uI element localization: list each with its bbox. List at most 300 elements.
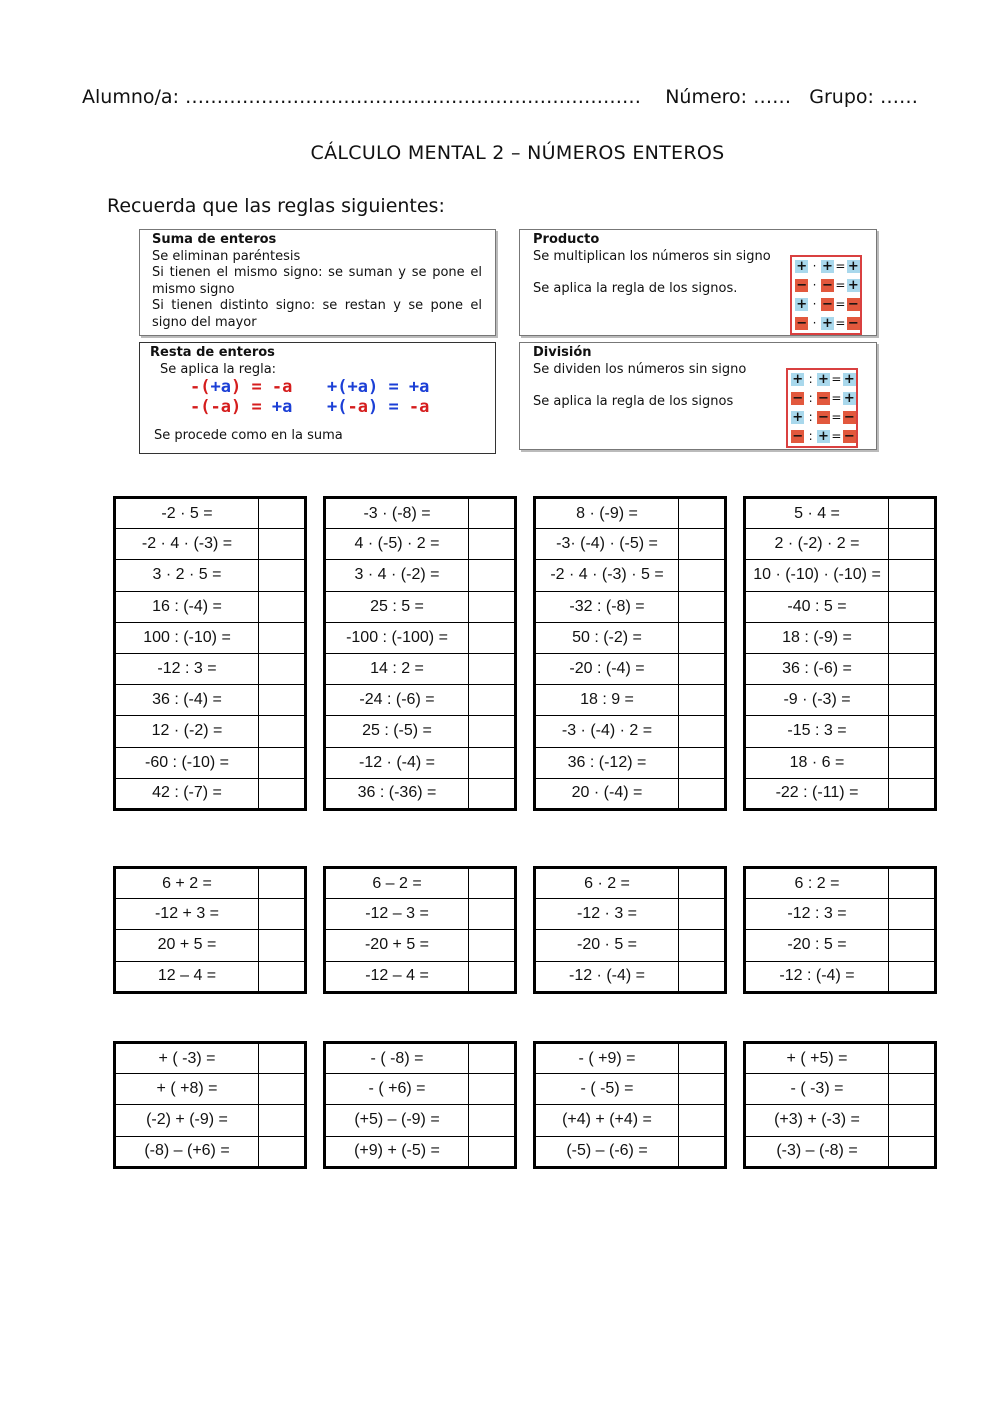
exercise-question: 36 : (-6) =: [745, 653, 889, 684]
exercise-question: 100 : (-10) =: [115, 622, 259, 653]
exercise-question: - ( -3) =: [745, 1074, 889, 1105]
exercise-question: -3· (-4) · (-5) =: [535, 529, 679, 560]
answer-cell[interactable]: [469, 716, 516, 747]
table-row: [325, 1136, 516, 1167]
answer-cell[interactable]: [679, 1136, 726, 1167]
answer-cell[interactable]: [259, 591, 306, 622]
sign-cell: +: [796, 259, 808, 274]
answer-cell[interactable]: [469, 899, 516, 930]
answer-cell[interactable]: [889, 961, 936, 992]
exercise-question: + ( +5) =: [745, 1043, 889, 1074]
exercise-question: -12 · (-4) =: [535, 961, 679, 992]
table-row: [745, 868, 936, 899]
answer-cell[interactable]: [679, 498, 726, 529]
table-row: [325, 1043, 516, 1074]
group-label: Grupo:: [809, 86, 874, 108]
exercise-question: 3 · 2 · 5 =: [115, 560, 259, 591]
student-name-field[interactable]: ………………………………………………………………: [185, 86, 642, 108]
exercise-question: 6 + 2 =: [115, 868, 259, 899]
answer-cell[interactable]: [469, 622, 516, 653]
sign-cell: −: [818, 391, 829, 406]
table-row: [115, 622, 306, 653]
answer-cell[interactable]: [469, 1074, 516, 1105]
sign-cell: −: [847, 297, 859, 312]
table-row: [325, 778, 516, 809]
table-row: [745, 1043, 936, 1074]
sign-cell: +: [818, 372, 829, 387]
answer-cell[interactable]: [259, 1043, 306, 1074]
rule-box-suma: [139, 229, 496, 336]
answer-cell[interactable]: [889, 622, 936, 653]
answer-cell[interactable]: [469, 1136, 516, 1167]
answer-cell[interactable]: [889, 560, 936, 591]
answer-cell[interactable]: [259, 930, 306, 961]
answer-cell[interactable]: [469, 653, 516, 684]
sign-cell: −: [822, 278, 833, 293]
sign-cell: +: [847, 278, 859, 293]
rule-line: Si tienen distinto signo: se restan y se pone el: [152, 298, 482, 313]
rule-formula-row-1: -(+a) = -a: [190, 377, 293, 397]
rule-line: Se aplica la regla de los signos: [533, 394, 734, 409]
sign-cell: +: [843, 391, 855, 406]
intro-text: Recuerda que las reglas siguientes:: [107, 195, 445, 217]
exercise-question: -20 · 5 =: [535, 930, 679, 961]
answer-cell[interactable]: [679, 961, 726, 992]
student-label: Alumno/a:: [82, 86, 179, 108]
table-row: [115, 560, 306, 591]
answer-cell[interactable]: [679, 591, 726, 622]
rule-line: Se eliminan paréntesis: [152, 248, 301, 264]
table-row: [535, 498, 726, 529]
rule-formula-row-1b: +(+a) = +a: [327, 377, 430, 397]
sign-cell: +: [796, 297, 808, 312]
table-row: [325, 868, 516, 899]
table-row: [745, 591, 936, 622]
exercise-question: 12 · (-2) =: [115, 716, 259, 747]
sign-rule-row: [788, 370, 856, 389]
table-row: [115, 868, 306, 899]
sign-cell: +: [822, 316, 833, 331]
table-row: [535, 930, 726, 961]
operator-cell: =: [835, 278, 846, 292]
rule-title-resta: Resta de enteros: [150, 345, 275, 360]
table-row: [325, 716, 516, 747]
exercise-question: (+4) + (+4) =: [535, 1105, 679, 1136]
exercise-question: -12 : (-4) =: [745, 961, 889, 992]
answer-cell[interactable]: [469, 498, 516, 529]
answer-cell[interactable]: [679, 868, 726, 899]
sign-rule-row: [788, 427, 856, 446]
answer-cell[interactable]: [259, 868, 306, 899]
exercise-question: 4 · (-5) · 2 =: [325, 529, 469, 560]
table-row: [745, 961, 936, 992]
table-row: [325, 591, 516, 622]
exercise-question: -9 · (-3) =: [745, 685, 889, 716]
answer-cell[interactable]: [889, 1136, 936, 1167]
rule-line-resta-end: Se procede como en la suma: [154, 428, 343, 443]
table-row: [535, 747, 726, 778]
table-row: [745, 529, 936, 560]
answer-cell[interactable]: [679, 622, 726, 653]
exercise-question: 12 – 4 =: [115, 961, 259, 992]
exercise-question: -12 : 3 =: [745, 899, 889, 930]
answer-cell[interactable]: [889, 868, 936, 899]
rule-line: Se dividen los números sin signo: [533, 361, 747, 377]
answer-cell[interactable]: [259, 498, 306, 529]
number-field[interactable]: ……: [753, 86, 792, 108]
operator-cell: :: [808, 372, 813, 386]
exercise-question: -2 · 4 · (-3) · 5 =: [535, 560, 679, 591]
exercise-question: 20 + 5 =: [115, 930, 259, 961]
table-row: [115, 716, 306, 747]
exercise-question: -100 : (-100) =: [325, 622, 469, 653]
sign-cell: +: [822, 259, 833, 274]
answer-cell[interactable]: [889, 1074, 936, 1105]
sign-cell: +: [792, 372, 804, 387]
answer-cell[interactable]: [469, 1043, 516, 1074]
exercise-question: -12 · 3 =: [535, 899, 679, 930]
table-row: [325, 899, 516, 930]
answer-cell[interactable]: [259, 899, 306, 930]
answer-cell[interactable]: [889, 899, 936, 930]
sign-cell: −: [796, 278, 808, 293]
exercise-question: 6 · 2 =: [535, 868, 679, 899]
exercise-question: 50 : (-2) =: [535, 622, 679, 653]
exercise-table-block3-col4: [743, 1041, 937, 1169]
exercise-question: (+3) + (-3) =: [745, 1105, 889, 1136]
answer-cell[interactable]: [889, 529, 936, 560]
division-sign-table: [786, 368, 858, 448]
table-row: [535, 560, 726, 591]
table-row: [745, 498, 936, 529]
table-row: [115, 685, 306, 716]
exercise-question: -20 : (-4) =: [535, 653, 679, 684]
table-row: [745, 622, 936, 653]
exercise-question: + ( +8) =: [115, 1074, 259, 1105]
exercise-question: -3 · (-8) =: [325, 498, 469, 529]
answer-cell[interactable]: [259, 716, 306, 747]
sign-cell: −: [792, 391, 804, 406]
answer-cell[interactable]: [259, 560, 306, 591]
rule-line: mismo signo: [152, 281, 235, 297]
exercise-question: 16 : (-4) =: [115, 591, 259, 622]
product-sign-table: [790, 255, 862, 335]
table-row: [535, 685, 726, 716]
answer-cell[interactable]: [259, 685, 306, 716]
exercise-question: 18 : (-9) =: [745, 622, 889, 653]
rule-formula-row-2b: +(-a) = -a: [327, 397, 430, 417]
answer-cell[interactable]: [469, 747, 516, 778]
table-row: [745, 747, 936, 778]
table-row: [745, 560, 936, 591]
exercise-table-block1-col4: [743, 496, 937, 811]
rule-line: Si tienen el mismo signo: se suman y se pone el: [152, 265, 482, 280]
table-row: [115, 1043, 306, 1074]
group-field[interactable]: ……: [879, 86, 918, 108]
answer-cell[interactable]: [679, 653, 726, 684]
answer-cell[interactable]: [469, 961, 516, 992]
student-header: [0, 86, 1000, 108]
rule-line: Se multiplican los números sin signo: [533, 248, 771, 264]
answer-cell[interactable]: [259, 778, 306, 809]
table-row: [115, 961, 306, 992]
exercise-question: 18 : 9 =: [535, 685, 679, 716]
exercise-table-block2-col1: [113, 866, 307, 994]
answer-cell[interactable]: [679, 930, 726, 961]
exercise-question: 2 · (-2) · 2 =: [745, 529, 889, 560]
answer-cell[interactable]: [889, 1043, 936, 1074]
answer-cell[interactable]: [259, 1074, 306, 1105]
sign-rule-row: [792, 314, 860, 333]
exercise-question: -3 · (-4) · 2 =: [535, 716, 679, 747]
exercise-question: - ( -8) =: [325, 1043, 469, 1074]
answer-cell[interactable]: [889, 1105, 936, 1136]
sign-cell: +: [792, 410, 804, 425]
rule-title-producto: Producto: [533, 232, 600, 247]
sign-rule-row: [788, 408, 856, 427]
exercise-question: -12 · (-4) =: [325, 747, 469, 778]
sign-cell: −: [843, 410, 855, 425]
sign-cell: −: [792, 429, 804, 444]
operator-cell: ·: [812, 316, 817, 330]
table-row: [745, 899, 936, 930]
answer-cell[interactable]: [679, 747, 726, 778]
answer-cell[interactable]: [259, 529, 306, 560]
table-row: [325, 560, 516, 591]
table-row: [535, 961, 726, 992]
exercise-question: - ( -5) =: [535, 1074, 679, 1105]
exercise-question: 18 · 6 =: [745, 747, 889, 778]
exercise-table-block2-col3: [533, 866, 727, 994]
exercise-question: (+5) – (-9) =: [325, 1105, 469, 1136]
table-row: [115, 1105, 306, 1136]
exercise-question: 5 · 4 =: [745, 498, 889, 529]
table-row: [745, 778, 936, 809]
table-row: [325, 961, 516, 992]
operator-cell: =: [831, 372, 842, 386]
answer-cell[interactable]: [889, 498, 936, 529]
table-row: [535, 868, 726, 899]
exercise-question: 36 : (-36) =: [325, 778, 469, 809]
table-row: [535, 1136, 726, 1167]
answer-cell[interactable]: [889, 685, 936, 716]
operator-cell: :: [808, 410, 813, 424]
operator-cell: =: [831, 410, 842, 424]
table-row: [535, 716, 726, 747]
exercise-question: 6 – 2 =: [325, 868, 469, 899]
table-row: [745, 1136, 936, 1167]
exercise-table-block3-col1: [113, 1041, 307, 1169]
table-row: [535, 653, 726, 684]
exercise-question: 20 · (-4) =: [535, 778, 679, 809]
sign-cell: −: [822, 297, 833, 312]
table-row: [535, 1105, 726, 1136]
exercise-question: (-8) – (+6) =: [115, 1136, 259, 1167]
exercise-question: -32 : (-8) =: [535, 591, 679, 622]
answer-cell[interactable]: [469, 529, 516, 560]
exercise-question: -12 : 3 =: [115, 653, 259, 684]
table-row: [535, 899, 726, 930]
exercise-question: (-5) – (-6) =: [535, 1136, 679, 1167]
table-row: [325, 653, 516, 684]
answer-cell[interactable]: [889, 778, 936, 809]
sign-rule-row: [792, 276, 860, 295]
operator-cell: =: [831, 391, 842, 405]
exercise-question: 6 : 2 =: [745, 868, 889, 899]
rule-title-division: División: [533, 345, 592, 360]
rule-line: signo del mayor: [152, 314, 257, 330]
operator-cell: =: [835, 259, 846, 273]
table-row: [535, 529, 726, 560]
answer-cell[interactable]: [679, 685, 726, 716]
exercise-question: 10 · (-10) · (-10) =: [745, 560, 889, 591]
exercise-question: - ( +6) =: [325, 1074, 469, 1105]
table-row: [325, 685, 516, 716]
exercise-question: 3 · 4 · (-2) =: [325, 560, 469, 591]
rule-line: Se aplica la regla:: [160, 361, 277, 377]
table-row: [535, 1043, 726, 1074]
operator-cell: :: [808, 429, 813, 443]
answer-cell[interactable]: [679, 1074, 726, 1105]
answer-cell[interactable]: [889, 653, 936, 684]
operator-cell: ·: [812, 297, 817, 311]
table-row: [325, 622, 516, 653]
exercise-question: - ( +9) =: [535, 1043, 679, 1074]
exercise-question: -15 : 3 =: [745, 716, 889, 747]
rule-formula-row-2: -(-a) = +a: [190, 397, 293, 417]
table-row: [745, 930, 936, 961]
table-row: [115, 899, 306, 930]
exercise-question: (-3) – (-8) =: [745, 1136, 889, 1167]
exercise-table-block3-col3: [533, 1041, 727, 1169]
exercise-question: (-2) + (-9) =: [115, 1105, 259, 1136]
rule-title-suma: Suma de enteros: [152, 232, 277, 247]
answer-cell[interactable]: [679, 778, 726, 809]
table-row: [325, 1105, 516, 1136]
answer-cell[interactable]: [469, 1105, 516, 1136]
answer-cell[interactable]: [679, 716, 726, 747]
exercise-question: + ( -3) =: [115, 1043, 259, 1074]
sign-cell: −: [818, 410, 829, 425]
sign-cell: −: [847, 316, 859, 331]
table-row: [745, 716, 936, 747]
exercise-table-block3-col2: [323, 1041, 517, 1169]
exercise-table-block1-col3: [533, 496, 727, 811]
exercise-question: -20 + 5 =: [325, 930, 469, 961]
table-row: [535, 778, 726, 809]
exercise-question: -2 · 4 · (-3) =: [115, 529, 259, 560]
exercise-question: 36 : (-12) =: [535, 747, 679, 778]
exercise-question: -24 : (-6) =: [325, 685, 469, 716]
exercise-question: 14 : 2 =: [325, 653, 469, 684]
table-row: [535, 591, 726, 622]
answer-cell[interactable]: [469, 591, 516, 622]
table-row: [115, 747, 306, 778]
table-row: [325, 1074, 516, 1105]
table-row: [115, 498, 306, 529]
exercise-question: -20 : 5 =: [745, 930, 889, 961]
answer-cell[interactable]: [259, 747, 306, 778]
answer-cell[interactable]: [469, 868, 516, 899]
answer-cell[interactable]: [889, 591, 936, 622]
operator-cell: =: [831, 429, 842, 443]
exercise-question: 25 : 5 =: [325, 591, 469, 622]
table-row: [115, 778, 306, 809]
exercise-question: -60 : (-10) =: [115, 747, 259, 778]
answer-cell[interactable]: [259, 1136, 306, 1167]
exercise-question: 25 : (-5) =: [325, 716, 469, 747]
exercise-question: -12 – 3 =: [325, 899, 469, 930]
operator-cell: =: [835, 297, 846, 311]
exercise-question: (+9) + (-5) =: [325, 1136, 469, 1167]
table-row: [745, 653, 936, 684]
table-row: [115, 591, 306, 622]
operator-cell: ·: [812, 278, 817, 292]
exercise-question: 8 · (-9) =: [535, 498, 679, 529]
table-row: [325, 747, 516, 778]
answer-cell[interactable]: [259, 622, 306, 653]
sign-cell: +: [843, 372, 855, 387]
table-row: [535, 622, 726, 653]
table-row: [745, 1105, 936, 1136]
table-row: [745, 1074, 936, 1105]
table-row: [115, 529, 306, 560]
sign-rule-row: [792, 257, 860, 276]
answer-cell[interactable]: [889, 716, 936, 747]
table-row: [115, 1136, 306, 1167]
table-row: [325, 498, 516, 529]
operator-cell: ·: [812, 259, 817, 273]
sign-rule-row: [788, 389, 856, 408]
exercise-question: -40 : 5 =: [745, 591, 889, 622]
sign-cell: −: [796, 316, 808, 331]
exercise-question: -12 – 4 =: [325, 961, 469, 992]
rule-line: Se aplica la regla de los signos.: [533, 281, 738, 296]
answer-cell[interactable]: [679, 899, 726, 930]
sign-cell: +: [818, 429, 829, 444]
answer-cell[interactable]: [679, 560, 726, 591]
answer-cell[interactable]: [469, 778, 516, 809]
answer-cell[interactable]: [259, 1105, 306, 1136]
answer-cell[interactable]: [259, 653, 306, 684]
exercise-question: -2 · 5 =: [115, 498, 259, 529]
operator-cell: =: [835, 316, 846, 330]
answer-cell[interactable]: [889, 930, 936, 961]
sign-cell: −: [843, 429, 855, 444]
answer-cell[interactable]: [259, 961, 306, 992]
exercise-question: 36 : (-4) =: [115, 685, 259, 716]
table-row: [115, 653, 306, 684]
answer-cell[interactable]: [889, 747, 936, 778]
answer-cell[interactable]: [679, 1105, 726, 1136]
exercise-table-block1-col1: [113, 496, 307, 811]
exercise-table-block2-col4: [743, 866, 937, 994]
sign-rule-row: [792, 295, 860, 314]
number-label: Número:: [665, 86, 748, 108]
exercise-question: -22 : (-11) =: [745, 778, 889, 809]
sign-cell: +: [847, 259, 859, 274]
exercise-question: 42 : (-7) =: [115, 778, 259, 809]
table-row: [535, 1074, 726, 1105]
table-row: [745, 685, 936, 716]
answer-cell[interactable]: [679, 1043, 726, 1074]
exercise-question: -12 + 3 =: [115, 899, 259, 930]
answer-cell[interactable]: [679, 529, 726, 560]
answer-cell[interactable]: [469, 930, 516, 961]
answer-cell[interactable]: [469, 685, 516, 716]
answer-cell[interactable]: [469, 560, 516, 591]
table-row: [325, 529, 516, 560]
